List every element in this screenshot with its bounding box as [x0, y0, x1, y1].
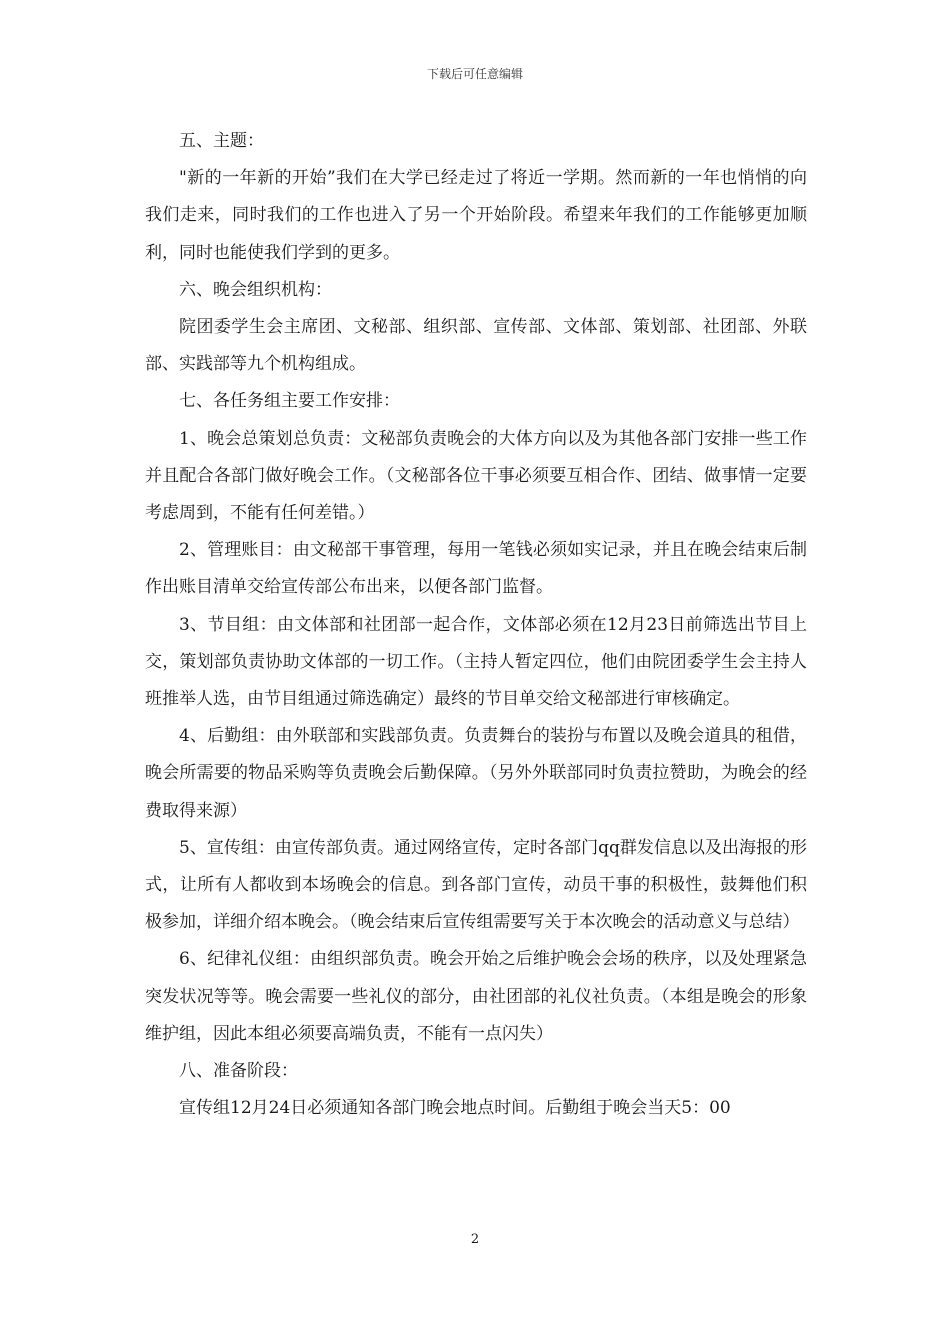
section-heading-preparation: 八、准备阶段： — [179, 1061, 298, 1082]
paragraph-task-discipline: 6、纪律礼仪组：由组织部负责。晚会开始之后维护晚会会场的秩序，以及处理紧急突发状况等等。晚会需要一些礼仪的部分，由社团部的礼仪社负责。（本组是晚会的形象维护组，因此本组必须要高端负责，不能有一点闪失） — [145, 949, 807, 1044]
paragraph-task-program: 3、节目组：由文体部和社团部一起合作，文体部必须在12月23日前筛选出节目上交，策划部负责协助文体部的一切工作。（主持人暂定四位，他们由院团委学生会主持人班推举人选，由节目组通过筛选确定）最终的节目单交给文秘部进行审核确定。 — [145, 614, 807, 710]
paragraph-task-logistics: 4、后勤组：由外联部和实践部负责。负责舞台的装扮与布置以及晚会道具的租借，晚会所需要的物品采购等负责晚会后勤保障。（另外外联部同时负责拉赞助，为晚会的经费取得来源） — [145, 726, 807, 821]
paragraph-task-accounts: 2、管理账目：由文秘部干事管理，每用一笔钱必须如实记录，并且在晚会结束后制作出账目清单交给宣传部公布出来，以便各部门监督。 — [145, 540, 807, 598]
section-heading-theme: 五、主题： — [179, 131, 264, 151]
page-number: 2 — [470, 1232, 480, 1247]
paragraph-theme-text: "新的一年新的开始”我们在大学已经走过了将近一学期。然而新的一年也悄悄的向我们走来，同时我们的工作也进入了另一个开始阶段。希望来年我们的工作能够更加顺利，同时也能使我们学到的更多。 — [145, 168, 807, 263]
section-heading-task-groups: 七、各任务组主要工作安排： — [179, 391, 400, 412]
paragraph-task-planning: 1、晚会总策划总负责：文秘部负责晚会的大体方向以及为其他各部门安排一些工作并且配合各部门做好晚会工作。（文秘部各位干事必须要互相合作、团结、做事情一定要考虑周到，不能有任何差错。） — [145, 428, 807, 524]
document-body — [145, 123, 807, 1127]
paragraph-organization-text: 院团委学生会主席团、文秘部、组织部、宣传部、文体部、策划部、社团部、外联部、实践部等九个机构组成。 — [145, 317, 807, 375]
section-heading-organization: 六、晚会组织机构： — [179, 279, 332, 300]
page-header: 下载后可任意编辑 — [426, 67, 523, 81]
paragraph-task-publicity: 5、宣传组：由宣传部负责。通过网络宣传，定时各部门qq群发信息以及出海报的形式，让所有人都收到本场晚会的信息。到各部门宣传，动员干事的积极性，鼓舞他们积极参加，详细介绍本晚会。（晚会结束后宣传组需要写关于本次晚会的活动意义与总结） — [145, 837, 807, 933]
paragraph-preparation-text: 宣传组12月24日必须通知各部门晚会地点时间。后勤组于晚会当天5：00 — [179, 1098, 731, 1119]
